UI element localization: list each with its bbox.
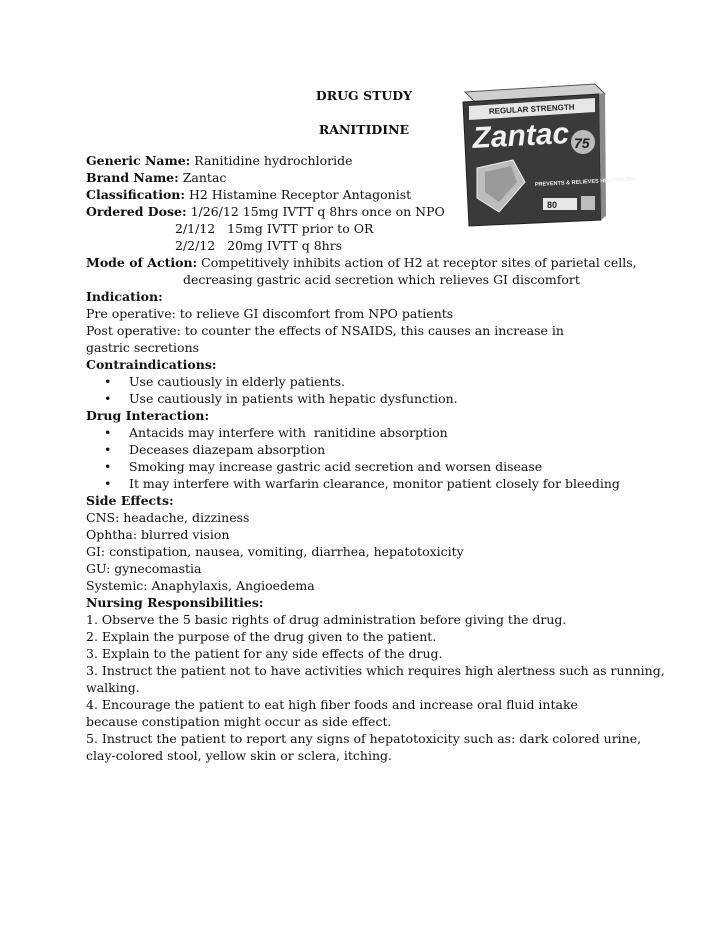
ordered-dose-2: 2/1/12 15mg IVTT prior to OR bbox=[175, 221, 374, 236]
side-effect-ophtha: Ophtha: blurred vision bbox=[86, 527, 230, 542]
ordered-dose-1: 1/26/12 15mg IVTT q 8hrs once on NPO bbox=[190, 204, 445, 219]
box-strength-text: 75 bbox=[574, 135, 590, 151]
classification-label: Classification: bbox=[86, 187, 185, 202]
classification-value: H2 Histamine Receptor Antagonist bbox=[188, 187, 412, 202]
document-body bbox=[86, 152, 676, 764]
nursing-heading: Nursing Responsibilities: bbox=[86, 595, 264, 610]
contraindications-list bbox=[86, 373, 676, 407]
side-effects-heading: Side Effects: bbox=[86, 493, 174, 508]
ordered-dose-row bbox=[86, 203, 676, 220]
box-claim-text: PREVENTS & RELIEVES HEARTBURN bbox=[534, 176, 636, 188]
side-effect-gu: GU: gynecomastia bbox=[86, 561, 202, 576]
drug-interaction-list bbox=[86, 424, 676, 492]
mode-of-action-2: decreasing gastric acid secretion which relieves GI discomfort bbox=[183, 272, 580, 287]
classification-row bbox=[86, 186, 676, 203]
drug-interaction-heading: Drug Interaction: bbox=[86, 408, 210, 423]
list-item: • Antacids may interfere with ranitidine absorption bbox=[104, 425, 448, 440]
nursing-item-3: 3. Explain to the patient for any side effects of the drug. bbox=[86, 646, 443, 661]
document-title: DRUG STUDY bbox=[315, 88, 413, 103]
nursing-item-2: 2. Explain the purpose of the drug given to the patient. bbox=[86, 629, 437, 644]
box-brand-text: Zantac bbox=[471, 116, 570, 155]
list-item: • It may interfere with warfarin clearance, monitor patient closely for bleeding bbox=[104, 476, 620, 491]
contraindications-heading: Contraindications: bbox=[86, 357, 217, 372]
nursing-item-5: 4. Encourage the patient to eat high fiber foods and increase oral fluid intake because constipation might occur as side effect. bbox=[86, 697, 578, 729]
indication-post: Post operative: to counter the effects of NSAIDS, this causes an increase in gastric secretions bbox=[86, 323, 564, 355]
side-effect-gi: GI: constipation, nausea, vomiting, diarrhea, hepatotoxicity bbox=[86, 544, 464, 559]
nursing-item-4: 3. Instruct the patient not to have activities which requires high alertness such as running, walking. bbox=[86, 663, 665, 695]
list-item: • Smoking may increase gastric acid secretion and worsen disease bbox=[104, 459, 543, 474]
indication-heading: Indication: bbox=[86, 289, 163, 304]
ordered-dose-label: Ordered Dose: bbox=[86, 204, 187, 219]
mode-of-action-1: Competitively inhibits action of H2 at receptor sites of parietal cells, bbox=[201, 255, 637, 270]
side-effect-systemic: Systemic: Anaphylaxis, Angioedema bbox=[86, 578, 315, 593]
brand-name-value: Zantac bbox=[182, 170, 227, 185]
ordered-dose-3: 2/2/12 20mg IVTT q 8hrs bbox=[175, 238, 343, 253]
list-item: • Deceases diazepam absorption bbox=[104, 442, 326, 457]
brand-name-row bbox=[86, 169, 676, 186]
box-count-text: 80 bbox=[547, 200, 558, 210]
generic-name-label: Generic Name: bbox=[86, 153, 191, 168]
indication-pre: Pre operative: to relieve GI discomfort from NPO patients bbox=[86, 306, 454, 321]
generic-name-value: Ranitidine hydrochloride bbox=[194, 153, 353, 168]
side-effect-cns: CNS: headache, dizziness bbox=[86, 510, 250, 525]
list-item: • Use cautiously in patients with hepatic dysfunction. bbox=[104, 391, 458, 406]
nursing-item-1: 1. Observe the 5 basic rights of drug administration before giving the drug. bbox=[86, 612, 567, 627]
box-band-text: REGULAR STRENGTH bbox=[488, 102, 575, 116]
list-item: • Use cautiously in elderly patients. bbox=[104, 374, 346, 389]
drug-title: RANITIDINE bbox=[318, 122, 410, 137]
mode-of-action-row bbox=[86, 254, 676, 271]
brand-name-label: Brand Name: bbox=[86, 170, 179, 185]
mode-of-action-label: Mode of Action: bbox=[86, 255, 198, 270]
generic-name-row bbox=[86, 152, 676, 169]
nursing-item-6: 5. Instruct the patient to report any signs of hepatotoxicity such as: dark colored urine, clay-colored stool, yellow skin or sclera, itching. bbox=[86, 731, 642, 763]
